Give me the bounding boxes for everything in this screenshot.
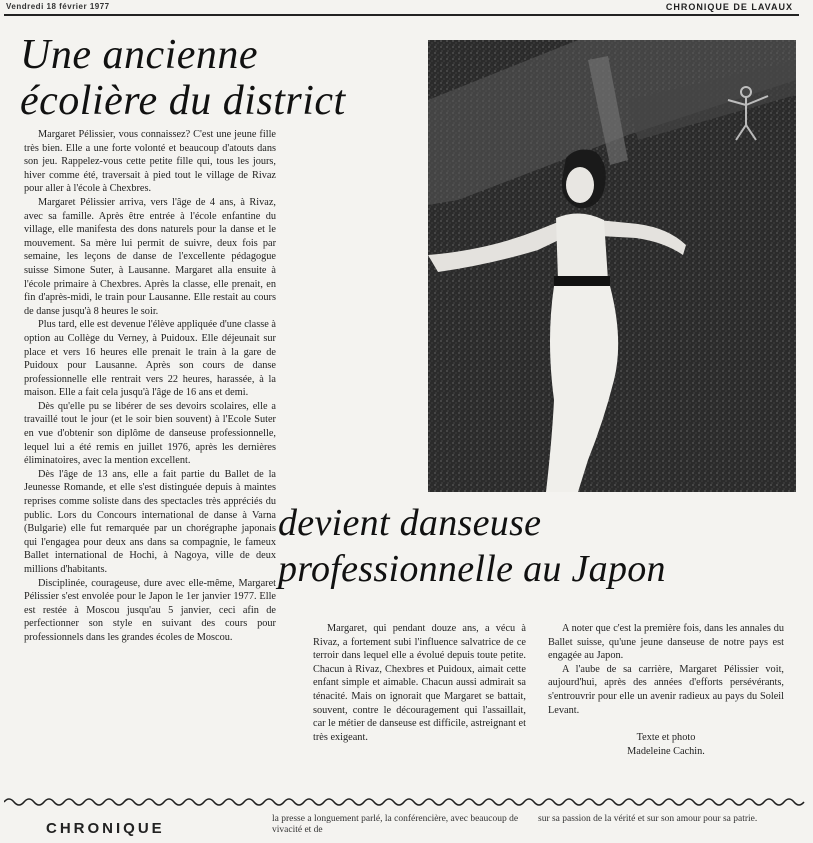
article-paragraph: Dès l'âge de 13 ans, elle a fait partie du Ballet de la Jeunesse Romande, et elle s'est distinguée depuis à maintes reprises comme soliste dans des spectacles très appréciés du public. Lors du Concours international de danse à Varna (Bulgarie) elle fut remarquée par un chorégraphe japonais qui l'engagea pour deux ans dans sa compagnie, le fameux Ballet international de Hochi, à Nagoya, ville de deux millions d'habitants. [24, 468, 276, 575]
article-paragraph: A noter que c'est la première fois, dans les annales du Ballet suisse, qu'une jeune danseuse de notre pays est engagée au Japon. [548, 623, 784, 662]
footer-masthead: CHRONIQUE [46, 820, 165, 837]
dancer-photo-icon [428, 40, 796, 492]
footer-text-column-2: la presse a longuement parlé, la conférencière, avec beaucoup de vivacité et de [272, 814, 519, 835]
article-paragraph: Margaret Pélissier, vous connaissez? C'est une jeune fille très bien. Elle a une forte volonté et beaucoup d'atouts dans son jeu. Rappelez-vous cette petite fille qui, tous les jours, hiver comme été, traversait à pied tout le village de Rivaz pour aller à l'école à Chexbres. [24, 129, 276, 195]
article-paragraph: Plus tard, elle est devenue l'élève appliquée d'une classe à option au Collège du Verney, à Puidoux. Elle déjeunait sur place et vers 16 heures elle prenait le train à la gare de Puidoux pour Lausanne. Après son cours de danse professionnelle elle rentrait vers 22 heures, harassée, à la maison. Elle a fait cela jusqu'à l'âge de 16 ans et demi. [24, 319, 276, 399]
dancer-photo [428, 40, 796, 492]
article-paragraph: Dès qu'elle pu se libérer de ses devoirs scolaires, elle a travaillé tout le jour (et le soir bien souvent) à l'Ecole Suter en vue d'obtenir son diplôme de danseuse professionnelle, lequel lui a été remis en juillet 1976, après les dernières éliminatoires, avec la mention excellent. [24, 400, 276, 467]
headline-line-3: devient danseuse [278, 502, 542, 544]
article-column-1 [24, 128, 276, 788]
issue-date: Vendredi 18 février 1977 [6, 2, 110, 11]
article-paragraph: Margaret, qui pendant douze ans, a vécu à Rivaz, a fortement subi l'influence salvatrice de ce terroir dans lequel elle a évolué depuis toute petite. Chacun à Rivaz, Chexbres et Puidoux, aimait cette enfant simple et aimable. Chacun aussi admirait sa ténacité. Mais on ignorait que Margaret se battait, souvent, contre le découragement qui l'assaillait, car le métier de danseuse est difficile, astreignant et très exigeant. [313, 623, 526, 743]
photo-credit [548, 731, 784, 758]
headline-continued [278, 500, 798, 592]
article-paragraph: Disciplinée, courageuse, dure avec elle-même, Margaret Pélissier s'est envolée pour le Japon le 1er janvier 1977. Elle est restée à Moscou jusqu'au 5 janvier, ceci afin de perfectionner son style en suivant des cours pour professionnels dans les grandes écoles de Moscou. [24, 577, 276, 643]
publication-name: CHRONIQUE DE LAVAUX [665, 2, 793, 12]
decorative-wave-rule [4, 796, 809, 808]
credit-line-1: Texte et photo [636, 732, 696, 744]
headline [20, 32, 400, 124]
article-column-3 [548, 622, 784, 792]
headline-line-1: Une ancienne [20, 32, 259, 78]
footer-text-column-3: sur sa passion de la vérité et sur son amour pour sa patrie. [538, 814, 758, 824]
article-paragraph: A l'aube de sa carrière, Margaret Pélissier voit, aujourd'hui, après des années d'efforts persévérants, s'entrouvrir pour elle un avenir radieux au pays du Soleil Levant. [548, 663, 784, 716]
credit-author: Madeleine Cachin. [627, 745, 705, 757]
header-rule [4, 14, 799, 16]
article-paragraph: Margaret Pélissier arriva, vers l'âge de 4 ans, à Rivaz, avec sa famille. Après être entrée à l'école enfantine du village, elle manifesta des dons naturels pour la danse et le mouvement. Sa mère lui permit de suivre, deux fois par semaine, les leçons de danse de l'excellente pédagogue suisse Simone Suter, à Lausanne. Margaret alla ensuite à l'école primaire à Chexbres. Après la classe, elle prenait, en fin d'après-midi, le train pour Lausanne. Elle restait au cours de danse jusqu'à 8 heures le soir. [24, 196, 276, 317]
headline-line-4: professionnelle au Japon [278, 548, 666, 590]
article-column-2 [313, 622, 526, 790]
headline-line-2: écolière du district [20, 78, 346, 124]
